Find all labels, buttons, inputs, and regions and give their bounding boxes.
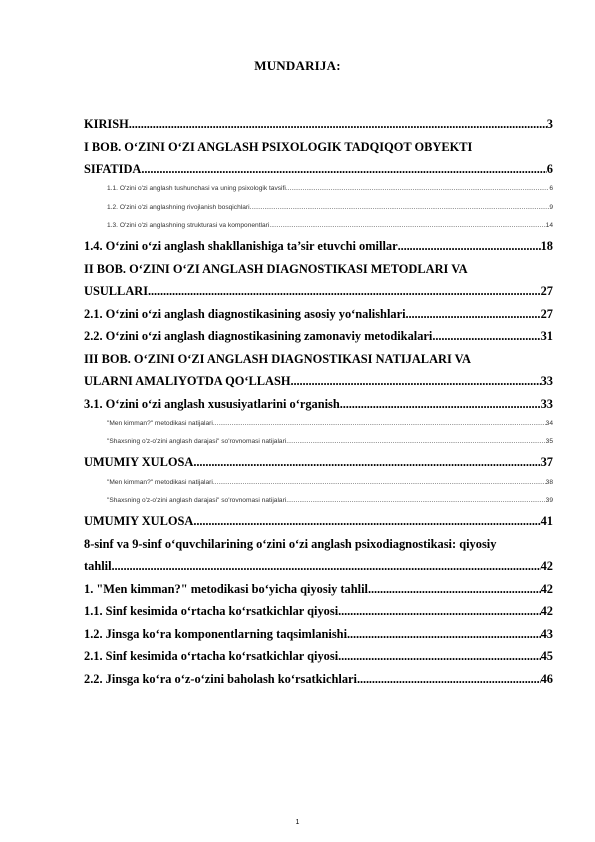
toc-entry-page: 9 bbox=[549, 203, 553, 211]
toc-entry-page: 33 bbox=[540, 374, 553, 389]
toc-entry-title: 1.2. O'zini o'zi anglashning rivojlanish bosqichlari bbox=[107, 203, 250, 211]
toc-entry-page: 43 bbox=[540, 626, 553, 641]
toc-dot-leader bbox=[338, 600, 540, 623]
toc-entry-page: 33 bbox=[540, 396, 553, 411]
toc-entry-title: 2.2. Jinsga ko‘ra o‘z-o‘zini baholash ko‘rsatkichlari bbox=[84, 671, 357, 686]
toc-dot-leader bbox=[129, 113, 547, 136]
toc-entry-title: 2.1. Sinf kesimida o‘rtacha ko‘rsatkichlar qiyosi bbox=[84, 649, 339, 664]
toc-subentry[interactable] bbox=[107, 415, 553, 433]
toc-dot-leader bbox=[338, 645, 540, 668]
toc-dot-leader bbox=[213, 415, 546, 433]
toc-entry-page: 42 bbox=[540, 604, 553, 619]
toc-dot-leader bbox=[398, 235, 541, 258]
toc-dot-leader bbox=[286, 492, 545, 510]
toc-entry-page: 37 bbox=[540, 455, 553, 470]
toc-dot-leader bbox=[193, 451, 540, 474]
toc-entry-title: 1.1. O'zini o'zi anglash tushunchasi va uning psixologik tavsifi bbox=[107, 185, 286, 193]
toc-entry-title: 1.4. O‘zini o‘zi anglash shakllanishiga ta’sir etuvchi omillar bbox=[84, 239, 398, 254]
toc-entry-page: 27 bbox=[540, 306, 553, 321]
page-number: 1 bbox=[295, 819, 300, 826]
toc-entry-title: SIFATIDA bbox=[84, 162, 142, 176]
toc-dot-leader bbox=[193, 510, 540, 533]
toc-dot-leader bbox=[291, 370, 541, 393]
toc-entry[interactable] bbox=[84, 451, 553, 474]
toc-entry-page: 35 bbox=[545, 438, 553, 446]
toc-entry-title: USULLARI bbox=[84, 284, 149, 299]
toc-entry-title: 1.2. Jinsga ko‘ra komponentlarning taqsimlanishi bbox=[84, 626, 348, 641]
toc-dot-leader bbox=[141, 158, 546, 181]
toc-dot-leader bbox=[213, 474, 546, 492]
toc-entry-page: 42 bbox=[540, 581, 553, 596]
toc-entry-title: 1.1. Sinf kesimida o‘rtacha ko‘rsatkichlar qiyosi bbox=[84, 604, 339, 619]
toc-entry-page: 6 bbox=[549, 185, 553, 193]
toc-subentry[interactable] bbox=[107, 217, 553, 235]
toc-entry-page: 27 bbox=[540, 284, 553, 299]
toc-entry[interactable] bbox=[84, 325, 553, 348]
toc-entry-title: UMUMIY XULOSA bbox=[84, 455, 194, 470]
toc-dot-leader bbox=[432, 325, 540, 348]
toc-title: MUNDARIJA: bbox=[254, 58, 341, 73]
toc-entry-page: 3 bbox=[546, 117, 553, 131]
toc-entry-page: 41 bbox=[540, 514, 553, 529]
toc-entry-page: 42 bbox=[540, 559, 553, 574]
toc-entry[interactable] bbox=[84, 393, 553, 416]
toc-entry-page: 34 bbox=[545, 420, 553, 428]
toc-entry-page: 45 bbox=[540, 649, 553, 664]
toc-entry-title: tahlil bbox=[84, 559, 112, 574]
toc-subentry[interactable] bbox=[107, 474, 553, 492]
toc-dot-leader bbox=[250, 199, 550, 217]
toc-entry[interactable] bbox=[84, 235, 553, 258]
toc-dot-leader bbox=[269, 217, 545, 235]
toc-entry[interactable] bbox=[84, 370, 553, 393]
toc-subentry[interactable] bbox=[107, 492, 553, 510]
toc-heading-line[interactable]: 8-sinf va 9-sinf o‘quvchilarining o‘zini o‘zi anglash psixodiagnostikasi: qiyosiy bbox=[84, 536, 497, 551]
toc-entry-page: 46 bbox=[540, 671, 553, 686]
toc-dot-leader bbox=[357, 668, 541, 691]
toc-subentry[interactable] bbox=[107, 433, 553, 451]
toc-entry-page: 31 bbox=[540, 329, 553, 344]
toc-entry-page: 38 bbox=[545, 478, 553, 486]
toc-entry-page: 6 bbox=[546, 162, 553, 176]
toc-entry-title: 2.1. O‘zini o‘zi anglash diagnostikasining asosiy yo‘nalishlari bbox=[84, 306, 406, 321]
toc-dot-leader bbox=[286, 433, 545, 451]
toc-entry-title: "Men kimman?" metodikasi natijalari bbox=[107, 420, 213, 428]
toc-entry-page: 39 bbox=[545, 497, 553, 505]
toc-entry[interactable] bbox=[84, 645, 553, 668]
toc-heading-line[interactable]: I BOB. O‘ZINI O‘ZI ANGLASH PSIXOLOGIK TADQIQOT OBYEKTI bbox=[84, 139, 473, 154]
toc-dot-leader bbox=[340, 393, 541, 416]
toc-entry[interactable] bbox=[84, 668, 553, 691]
toc-entry[interactable] bbox=[84, 555, 553, 578]
toc-entry[interactable] bbox=[84, 623, 553, 646]
toc-dot-leader bbox=[148, 280, 541, 303]
toc-entry-title: "Shaxsning o'z-o'zini anglash darajasi" so'rovnomasi natijalari bbox=[107, 497, 287, 505]
toc-entry-page: 18 bbox=[540, 239, 553, 254]
toc-entry-title: KIRISH bbox=[84, 117, 129, 131]
toc-entry-title: 3.1. O‘zini o‘zi anglash xususiyatlarini o‘rganish bbox=[84, 396, 340, 411]
toc-entry-title: UMUMIY XULOSA bbox=[84, 514, 194, 529]
toc-entry[interactable] bbox=[84, 510, 553, 533]
toc-dot-leader bbox=[406, 303, 541, 326]
toc-entry-title: 2.2. O‘zini o‘zi anglash diagnostikasining zamonaviy metodikalari bbox=[84, 329, 433, 344]
toc-entry[interactable] bbox=[84, 600, 553, 623]
toc-heading-line[interactable]: III BOB. O‘ZINI O‘ZI ANGLASH DIAGNOSTIKASI NATIJALARI VA bbox=[84, 351, 471, 366]
toc-subentry[interactable] bbox=[107, 199, 553, 217]
toc-dot-leader bbox=[286, 181, 550, 199]
toc-dot-leader bbox=[112, 555, 541, 578]
toc-entry-title: 1.3. O'zini o'zi anglashning strukturasi va komponentlari bbox=[107, 221, 270, 229]
toc-entry-title: "Men kimman?" metodikasi natijalari bbox=[107, 478, 213, 486]
toc-heading-line[interactable]: II BOB. O‘ZINI O‘ZI ANGLASH DIAGNOSTIKASI METODLARI VA bbox=[84, 261, 468, 276]
toc-dot-leader bbox=[368, 578, 541, 601]
toc-entry[interactable] bbox=[84, 303, 553, 326]
toc-entry-page: 14 bbox=[545, 221, 553, 229]
toc-entry[interactable] bbox=[84, 280, 553, 303]
toc-entry[interactable] bbox=[84, 158, 553, 181]
toc-entry-title: 1. "Men kimman?" metodikasi bo‘yicha qiyosiy tahlil bbox=[84, 581, 368, 596]
toc-entry-title: ULARNI AMALIYOTDA QO‘LLASH bbox=[84, 374, 291, 389]
table-of-contents bbox=[84, 113, 553, 690]
toc-entry[interactable] bbox=[84, 578, 553, 601]
toc-entry[interactable] bbox=[84, 113, 553, 136]
toc-entry-title: "Shaxsning o'z-o'zini anglash darajasi" so'rovnomasi natijalari bbox=[107, 438, 287, 446]
toc-subentry[interactable] bbox=[107, 181, 553, 199]
toc-dot-leader bbox=[347, 623, 541, 646]
